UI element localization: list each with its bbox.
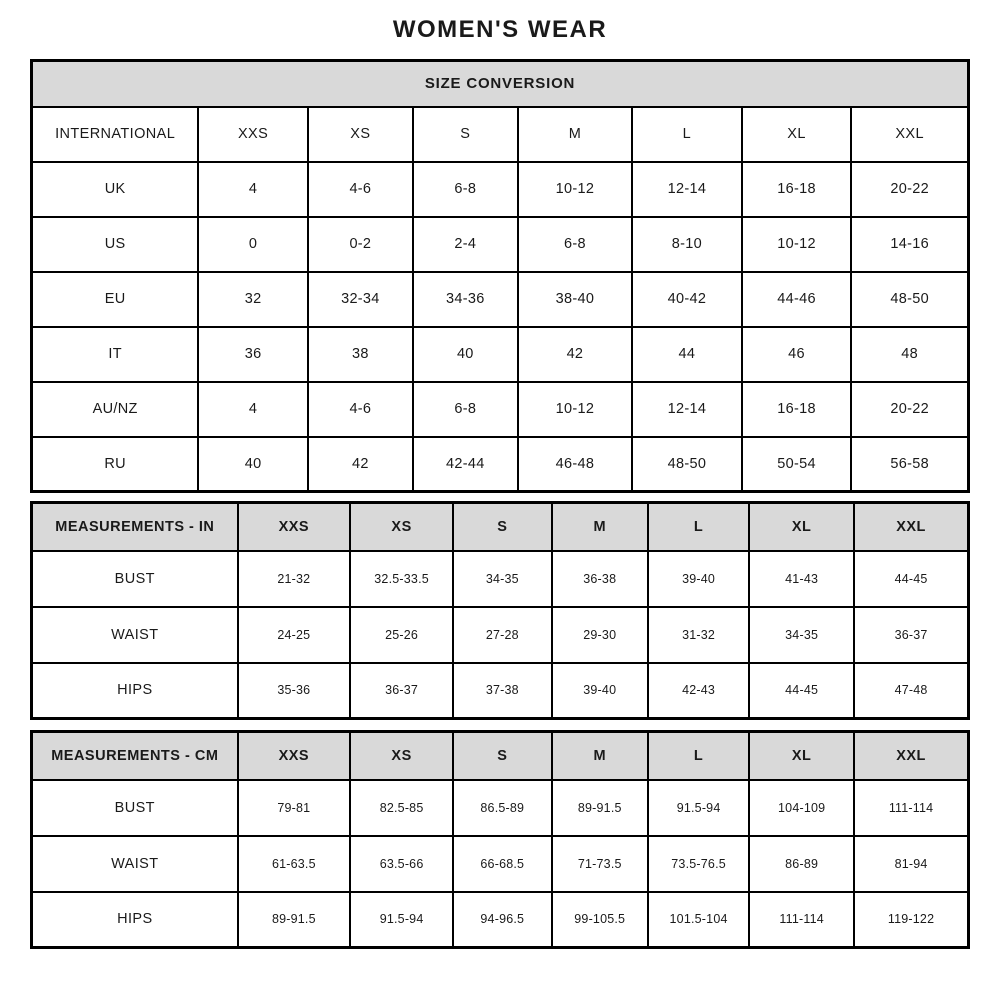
value-cell: 38-40 [518, 272, 632, 327]
value-cell: 42 [518, 327, 632, 382]
value-cell: 16-18 [742, 162, 852, 217]
value-cell: 71-73.5 [552, 836, 649, 892]
value-cell: 39-40 [552, 663, 649, 719]
size-header: M [552, 732, 649, 780]
column-header-row [32, 503, 969, 551]
value-cell: 37-38 [453, 663, 551, 719]
value-cell: 36 [198, 327, 308, 382]
value-cell: 4 [198, 162, 308, 217]
value-cell: 46 [742, 327, 852, 382]
size-header: S [413, 107, 518, 162]
table-row [32, 551, 969, 607]
value-cell: 48 [851, 327, 968, 382]
value-cell: 32 [198, 272, 308, 327]
value-cell: 44 [632, 327, 742, 382]
table-row [32, 892, 969, 948]
value-cell: 111-114 [749, 892, 854, 948]
value-cell: 104-109 [749, 780, 854, 836]
value-cell: 63.5-66 [350, 836, 453, 892]
value-cell: 14-16 [851, 217, 968, 272]
table-row [32, 272, 969, 327]
value-cell: 42-44 [413, 437, 518, 492]
size-header: XS [350, 503, 453, 551]
value-cell: 66-68.5 [453, 836, 551, 892]
value-cell: 4-6 [308, 162, 413, 217]
column-header-row [32, 732, 969, 780]
value-cell: 34-35 [749, 607, 854, 663]
measurements-in-table [30, 501, 970, 720]
value-cell: 61-63.5 [238, 836, 350, 892]
value-cell: 38 [308, 327, 413, 382]
size-header: XXS [238, 503, 350, 551]
value-cell: 6-8 [413, 162, 518, 217]
size-header: L [648, 732, 749, 780]
value-cell: 36-37 [854, 607, 968, 663]
table-row [32, 780, 969, 836]
value-cell: 20-22 [851, 382, 968, 437]
value-cell: 39-40 [648, 551, 749, 607]
value-cell: 42-43 [648, 663, 749, 719]
size-header: S [453, 503, 551, 551]
row-label: HIPS [32, 663, 238, 719]
value-cell: 47-48 [854, 663, 968, 719]
value-cell: 94-96.5 [453, 892, 551, 948]
value-cell: 34-36 [413, 272, 518, 327]
value-cell: 48-50 [851, 272, 968, 327]
table-row [32, 327, 969, 382]
value-cell: 44-45 [749, 663, 854, 719]
measurements-cm-body [32, 780, 969, 948]
value-cell: 32-34 [308, 272, 413, 327]
value-cell: 16-18 [742, 382, 852, 437]
header-label: MEASUREMENTS - IN [32, 503, 238, 551]
size-header: XXS [238, 732, 350, 780]
value-cell: 44-46 [742, 272, 852, 327]
size-conversion-table [30, 59, 970, 493]
value-cell: 99-105.5 [552, 892, 649, 948]
row-label: BUST [32, 780, 238, 836]
value-cell: 0-2 [308, 217, 413, 272]
value-cell: 4-6 [308, 382, 413, 437]
row-label: WAIST [32, 836, 238, 892]
row-label: RU [32, 437, 199, 492]
value-cell: 111-114 [854, 780, 968, 836]
size-header: S [453, 732, 551, 780]
value-cell: 6-8 [518, 217, 632, 272]
table-banner-row [32, 61, 969, 107]
value-cell: 2-4 [413, 217, 518, 272]
value-cell: 82.5-85 [350, 780, 453, 836]
row-label: EU [32, 272, 199, 327]
row-label: AU/NZ [32, 382, 199, 437]
measurements-cm-table [30, 730, 970, 949]
size-header: M [552, 503, 649, 551]
value-cell: 36-38 [552, 551, 649, 607]
size-header: XS [350, 732, 453, 780]
value-cell: 25-26 [350, 607, 453, 663]
value-cell: 6-8 [413, 382, 518, 437]
table-row [32, 162, 969, 217]
size-header: XXL [854, 732, 968, 780]
value-cell: 0 [198, 217, 308, 272]
value-cell: 46-48 [518, 437, 632, 492]
size-header: L [632, 107, 742, 162]
size-header: XL [749, 732, 854, 780]
value-cell: 10-12 [518, 162, 632, 217]
value-cell: 24-25 [238, 607, 350, 663]
size-header: XL [742, 107, 852, 162]
value-cell: 27-28 [453, 607, 551, 663]
size-conversion-body [32, 162, 969, 492]
value-cell: 48-50 [632, 437, 742, 492]
value-cell: 29-30 [552, 607, 649, 663]
value-cell: 86.5-89 [453, 780, 551, 836]
value-cell: 31-32 [648, 607, 749, 663]
value-cell: 41-43 [749, 551, 854, 607]
value-cell: 89-91.5 [238, 892, 350, 948]
value-cell: 119-122 [854, 892, 968, 948]
row-label: UK [32, 162, 199, 217]
table-row [32, 382, 969, 437]
value-cell: 50-54 [742, 437, 852, 492]
size-header: XS [308, 107, 413, 162]
value-cell: 21-32 [238, 551, 350, 607]
value-cell: 12-14 [632, 382, 742, 437]
size-header: XXS [198, 107, 308, 162]
value-cell: 101.5-104 [648, 892, 749, 948]
value-cell: 91.5-94 [350, 892, 453, 948]
row-label: HIPS [32, 892, 238, 948]
value-cell: 40 [413, 327, 518, 382]
row-label: BUST [32, 551, 238, 607]
page-title: WOMEN'S WEAR [392, 16, 608, 43]
value-cell: 36-37 [350, 663, 453, 719]
size-header: XXL [854, 503, 968, 551]
value-cell: 8-10 [632, 217, 742, 272]
size-header: XXL [851, 107, 968, 162]
value-cell: 79-81 [238, 780, 350, 836]
row-label: IT [32, 327, 199, 382]
table-row [32, 437, 969, 492]
value-cell: 81-94 [854, 836, 968, 892]
row-label: US [32, 217, 199, 272]
size-header: XL [749, 503, 854, 551]
value-cell: 56-58 [851, 437, 968, 492]
measurements-in-body [32, 551, 969, 719]
size-header: M [518, 107, 632, 162]
header-label: INTERNATIONAL [32, 107, 199, 162]
header-label: MEASUREMENTS - CM [32, 732, 238, 780]
size-header: L [648, 503, 749, 551]
table-row [32, 663, 969, 719]
table-row [32, 217, 969, 272]
value-cell: 32.5-33.5 [350, 551, 453, 607]
table-row [32, 836, 969, 892]
value-cell: 40-42 [632, 272, 742, 327]
row-label: WAIST [32, 607, 238, 663]
value-cell: 35-36 [238, 663, 350, 719]
value-cell: 91.5-94 [648, 780, 749, 836]
value-cell: 10-12 [742, 217, 852, 272]
value-cell: 12-14 [632, 162, 742, 217]
table-row [32, 607, 969, 663]
value-cell: 42 [308, 437, 413, 492]
value-cell: 44-45 [854, 551, 968, 607]
value-cell: 10-12 [518, 382, 632, 437]
column-header-row [32, 107, 969, 162]
value-cell: 4 [198, 382, 308, 437]
value-cell: 40 [198, 437, 308, 492]
value-cell: 86-89 [749, 836, 854, 892]
value-cell: 34-35 [453, 551, 551, 607]
value-cell: 73.5-76.5 [648, 836, 749, 892]
value-cell: 89-91.5 [552, 780, 649, 836]
size-conversion-banner: SIZE CONVERSION [32, 61, 969, 107]
value-cell: 20-22 [851, 162, 968, 217]
